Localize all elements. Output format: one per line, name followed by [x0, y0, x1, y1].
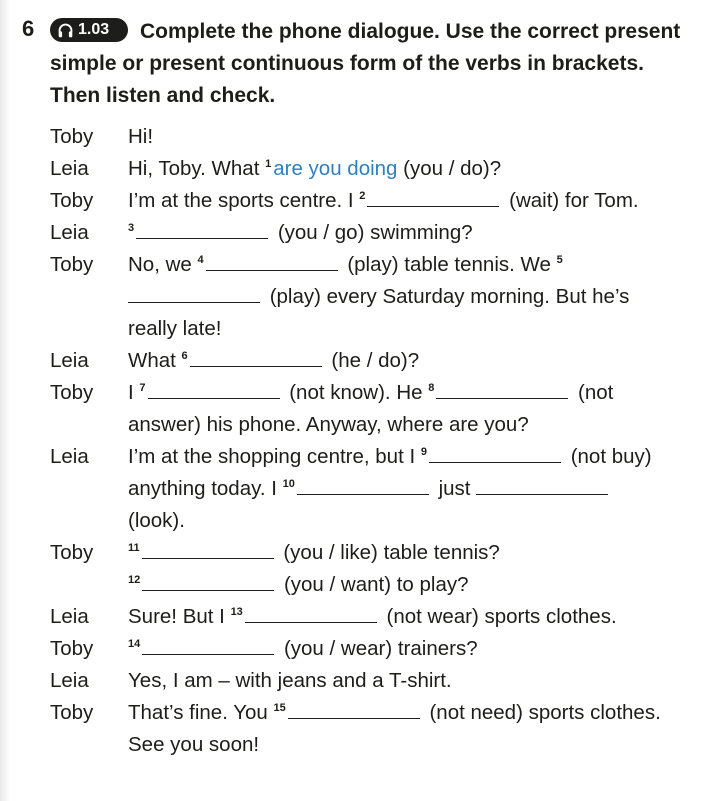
exercise-instruction: Complete the phone dialogue. Use the correct present simple or present continuous form of the verbs in brackets. Then listen and check.	[50, 20, 681, 107]
speech-text	[128, 569, 673, 601]
speaker-name: Toby	[50, 541, 94, 564]
speech-text	[128, 377, 673, 441]
answer-blank[interactable]	[142, 636, 274, 655]
gap-number: 5	[556, 254, 563, 267]
dialogue-line	[50, 601, 690, 633]
gap-number: 4	[197, 254, 204, 267]
speech-text	[128, 249, 673, 345]
speech-text	[128, 633, 673, 665]
example-answer: are you doing	[273, 157, 398, 180]
gap-number: 8	[428, 382, 435, 395]
speaker-name: Leia	[50, 605, 89, 628]
dialogue-line	[50, 441, 690, 537]
dialogue-line	[50, 249, 690, 345]
answer-blank[interactable]	[476, 476, 608, 495]
answer-blank[interactable]	[142, 540, 274, 559]
gap-number: 2	[359, 190, 366, 203]
dialogue-line	[50, 665, 690, 697]
answer-blank[interactable]	[128, 284, 260, 303]
audio-track-number: 1.03	[78, 21, 110, 38]
speech-text	[128, 601, 673, 633]
gap-number: 11	[128, 542, 140, 555]
speaker-name: Toby	[50, 189, 94, 212]
gap-number: 9	[420, 446, 427, 459]
speech-fragment: No, we	[128, 253, 198, 276]
speaker-name: Leia	[50, 157, 89, 180]
speech-text	[128, 185, 673, 217]
speech-fragment: (he / do)?	[325, 349, 420, 372]
answer-blank[interactable]	[190, 348, 322, 367]
speech-fragment: just	[432, 477, 477, 500]
answer-blank[interactable]	[206, 252, 338, 271]
speech-fragment: I’m at the sports centre. I	[128, 189, 360, 212]
dialogue-line	[50, 185, 690, 217]
gap-number: 7	[139, 382, 146, 395]
dialogue-line	[50, 217, 690, 249]
speech-fragment: (wait) for Tom.	[503, 189, 639, 212]
answer-blank[interactable]	[367, 188, 499, 207]
gap-number: 10	[282, 478, 295, 491]
audio-track-button[interactable]	[50, 18, 128, 42]
speech-text	[128, 665, 673, 697]
speaker-name: Toby	[50, 637, 94, 660]
answer-blank[interactable]	[148, 380, 280, 399]
speech-fragment: (play) every Saturday morning. But he’s really late!	[128, 285, 630, 340]
gap-number: 3	[128, 222, 135, 235]
dialogue-line	[50, 633, 690, 665]
speaker-name: Leia	[50, 445, 89, 468]
speech-fragment: (not answer) his phone. Anyway, where are you?	[128, 381, 614, 436]
speech-fragment: (not wear) sports clothes.	[380, 605, 617, 628]
page-edge-shadow	[0, 0, 10, 801]
speech-fragment: (you / like) table tennis?	[277, 541, 500, 564]
dialogue-line	[50, 377, 690, 441]
speech-text	[128, 345, 673, 377]
speech-fragment: What	[128, 349, 182, 372]
dialogue-line	[50, 345, 690, 377]
speech-fragment: (you / wear) trainers?	[278, 637, 478, 660]
gap-number: 14	[128, 638, 141, 651]
gap-number: 13	[230, 606, 243, 619]
speech-fragment: Hi, Toby. What	[128, 157, 266, 180]
speech-fragment: Hi!	[128, 125, 154, 148]
answer-blank[interactable]	[288, 700, 420, 719]
speech-fragment: Sure! But I	[128, 605, 231, 628]
speaker-name: Leia	[50, 349, 89, 372]
speech-fragment: (you / go) swimming?	[272, 221, 473, 244]
speech-text	[128, 217, 673, 249]
speech-text	[128, 537, 673, 569]
speech-fragment: (look).	[128, 509, 185, 532]
answer-blank[interactable]	[142, 572, 274, 591]
speaker-name: Leia	[50, 669, 89, 692]
dialogue-line	[50, 537, 690, 569]
speaker-name: Toby	[50, 253, 94, 276]
speech-fragment: (not know). He	[283, 381, 429, 404]
gap-number: 15	[273, 702, 286, 715]
speech-fragment: (not need) sports clothes. See you soon!	[128, 701, 661, 756]
speech-fragment: (not buy) anything today. I	[128, 445, 652, 500]
speech-text	[128, 153, 673, 185]
headphones-icon	[57, 22, 74, 39]
dialogue-line	[50, 697, 690, 761]
answer-blank[interactable]	[136, 220, 268, 239]
speech-text	[128, 697, 673, 761]
dialogue-line	[50, 153, 690, 185]
gap-number: 1	[265, 158, 272, 171]
answer-blank[interactable]	[245, 604, 377, 623]
speaker-name: Toby	[50, 381, 94, 404]
speech-text	[128, 121, 673, 153]
speech-fragment: Yes, I am – with jeans and a T-shirt.	[128, 669, 452, 692]
speaker-name: Toby	[50, 125, 94, 148]
speaker-name: Leia	[50, 221, 89, 244]
exercise-number: 6	[22, 16, 35, 41]
speech-fragment: I	[128, 381, 140, 404]
gap-number: 6	[181, 350, 188, 363]
dialogue-line	[50, 569, 690, 601]
answer-blank[interactable]	[297, 476, 429, 495]
dialogue-line	[50, 121, 690, 153]
speech-fragment: (play) table tennis. We	[341, 253, 557, 276]
speech-fragment: (you / want) to play?	[278, 573, 469, 596]
gap-number: 12	[128, 574, 141, 587]
answer-blank[interactable]	[436, 380, 568, 399]
answer-blank[interactable]	[429, 444, 561, 463]
speech-fragment: I’m at the shopping centre, but I	[128, 445, 421, 468]
speech-fragment: (you / do)?	[397, 157, 502, 180]
phone-dialogue	[50, 121, 690, 761]
speech-text	[128, 441, 673, 537]
speaker-name: Toby	[50, 701, 94, 724]
speech-fragment: That’s fine. You	[128, 701, 274, 724]
